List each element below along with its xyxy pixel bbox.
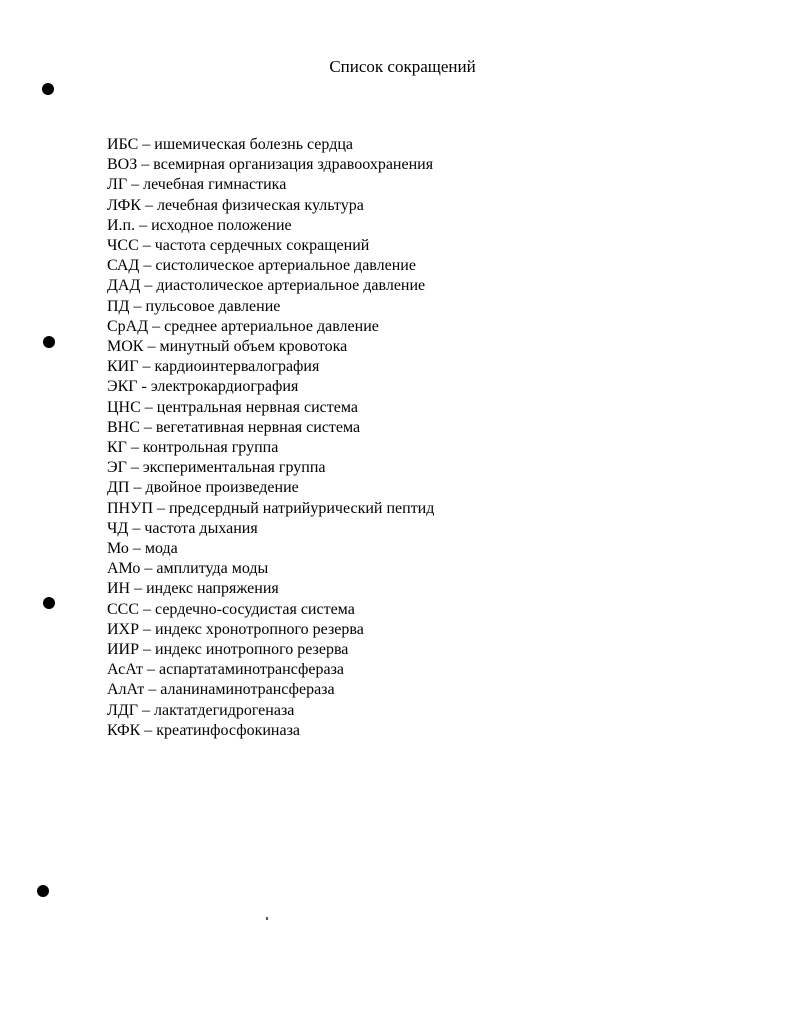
list-item: ЛДГ – лактатдегидрогеназа [107,701,295,719]
abbreviation-list [107,135,434,741]
list-item: АМо – амплитуда моды [107,560,269,578]
list-item: ЦНС – центральная нервная система [107,398,358,416]
punch-hole-mark [37,885,49,897]
list-item: ВОЗ – всемирная организация здравоохранения [107,156,434,174]
list-item: ИБС – ишемическая болезнь сердца [107,136,353,153]
list-item: КИГ – кардиоинтервалография [107,358,320,376]
list-item: ЧД – частота дыхания [107,519,258,537]
list-item: АлАт – аланинаминотрансфераза [107,681,335,699]
list-item: САД – систолическое артериальное давление [107,257,416,275]
list-item: ИН – индекс напряжения [107,580,279,598]
list-item: ПНУП – предсердный натрийурический пептид [107,499,435,517]
list-item: МОК – минутный объем кровотока [107,338,348,356]
list-item: ССС – сердечно-сосудистая система [107,600,355,618]
list-item: Мо – мода [107,540,178,558]
list-item: ВНС – вегетативная нервная система [107,418,361,436]
list-item: КФК – креатинфосфокиназа [107,721,301,739]
list-item: ПД – пульсовое давление [107,297,281,315]
scan-speck [266,917,268,920]
list-item: ЧСС – частота сердечных сокращений [107,237,370,255]
list-item: ИХР – индекс хронотропного резерва [107,620,364,638]
list-item: ЭКГ - электрокардиография [107,378,299,396]
list-item: КГ – контрольная группа [107,439,279,457]
list-item: ДАД – диастолическое артериальное давление [107,277,426,295]
list-item: СрАД – среднее артериальное давление [107,317,379,335]
punch-hole-mark [43,336,55,348]
list-item: ЛФК – лечебная физическая культура [107,196,364,214]
list-item: ИИР – индекс инотропного резерва [107,641,349,659]
list-item: ЛГ – лечебная гимнастика [107,176,287,194]
page-title: Список сокращений [329,57,476,76]
punch-hole-mark [42,83,54,95]
list-item: АсАт – аспартатаминотрансфераза [107,661,345,679]
list-item: ДП – двойное произведение [107,479,299,497]
list-item: ЭГ – экспериментальная группа [107,459,326,477]
list-item: И.п. – исходное положение [107,216,292,234]
punch-hole-mark [43,597,55,609]
